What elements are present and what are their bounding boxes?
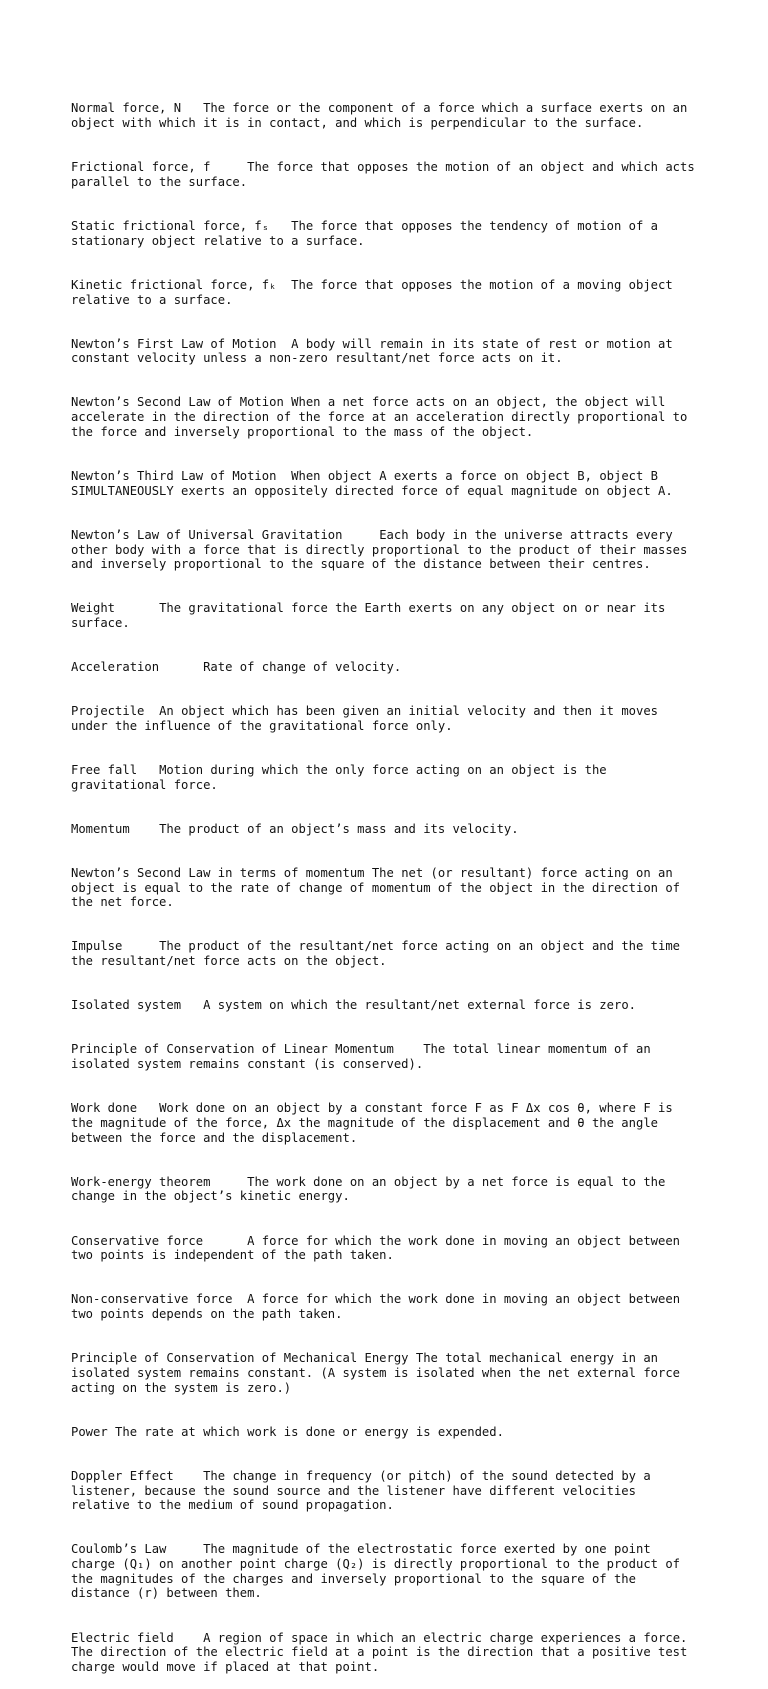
term: Newton’s First Law of Motion — [71, 336, 277, 351]
spacer — [276, 469, 291, 483]
entry-conservation-mechanical-energy — [71, 1351, 701, 1395]
term: Isolated system — [71, 998, 182, 1013]
entry-coulombs-law — [71, 1542, 701, 1601]
spacer — [181, 998, 203, 1012]
definition: The product of the resultant/net force acting on an object and the time the resultant/net force acts on the object. — [71, 939, 688, 969]
term: Newton’s Law of Universal Gravitation — [71, 527, 343, 542]
entry-acceleration — [71, 660, 701, 675]
spacer — [394, 1042, 423, 1056]
spacer — [137, 1101, 159, 1115]
spacer — [232, 1292, 247, 1306]
term: Weight — [71, 601, 116, 616]
term: Electric field — [71, 1630, 174, 1645]
entry-newtons-third-law — [71, 469, 701, 498]
entry-non-conservative-force — [71, 1292, 701, 1321]
term: Work-energy theorem — [71, 1174, 211, 1189]
spacer — [174, 1631, 203, 1645]
term: Projectile — [71, 704, 145, 719]
entry-newtons-first-law — [71, 337, 701, 366]
entry-second-law-momentum — [71, 866, 701, 910]
spacer — [365, 866, 372, 880]
entry-conservative-force — [71, 1234, 701, 1263]
spacer — [144, 704, 159, 718]
spacer — [203, 1234, 247, 1248]
definition: An object which has been given an initial velocity and then it moves under the influence of the gravitational force only. — [71, 704, 666, 733]
entry-kinetic-frictional-force — [71, 278, 701, 307]
spacer — [130, 822, 159, 836]
spacer — [181, 101, 203, 115]
entry-static-frictional-force — [71, 219, 701, 248]
entry-free-fall — [71, 763, 701, 792]
definition: The product of an object’s mass and its velocity. — [159, 821, 519, 836]
definition: The gravitational force the Earth exerts on any object on or near its surface. — [71, 601, 673, 631]
term: Work done — [71, 1101, 138, 1116]
entry-impulse — [71, 939, 701, 968]
term: Static frictional force, fₛ — [71, 219, 270, 234]
spacer — [276, 337, 291, 351]
definition: Each body in the universe attracts every other body with a force that is directly proportional to the product of their masses and inversely proportional to the square of the distance between their centres. — [71, 527, 695, 572]
term: Principle of Conservation of Mechanical Energy — [71, 1351, 409, 1366]
entry-weight — [71, 601, 701, 630]
definition: Motion during which the only force acting on an object is the gravitational force. — [71, 763, 614, 792]
term: Kinetic frictional force, fₖ — [71, 277, 277, 292]
spacer — [276, 278, 291, 292]
entry-isolated-system — [71, 998, 701, 1013]
definition: A system on which the resultant/net external force is zero. — [203, 998, 636, 1013]
entry-frictional-force — [71, 160, 701, 189]
entry-doppler-effect — [71, 1469, 701, 1513]
definition: The work done on an object by a net force is equal to the change in the object’s kinetic energy. — [71, 1174, 673, 1204]
entry-newtons-second-law — [71, 395, 701, 439]
entry-projectile — [71, 704, 701, 733]
definition: The force that opposes the motion of an object and which acts parallel to the surface. — [71, 160, 703, 189]
definition: The magnitude of the electrostatic force exerted by one point charge (Q₁) on another point charge (Q₂) is directly proportional to the product of the magnitudes of the charges and inversely proportional to the square of the distance (r) between them. — [71, 1542, 688, 1601]
term: Non-conservative force — [71, 1292, 233, 1307]
term: Momentum — [71, 821, 130, 836]
spacer — [269, 219, 291, 233]
definition: When a net force acts on an object, the object will accelerate in the direction of the force at an acceleration directly proportional to the force and inversely proportional to the mass of the object. — [71, 395, 695, 439]
definition: A region of space in which an electric charge experiences a force. The direction of the electric field at a point is the direction that a positive test charge would move if placed at that point. — [71, 1630, 695, 1674]
entry-electric-field — [71, 1631, 701, 1675]
definition: A force for which the work done in moving an object between two points is independent of the path taken. — [71, 1233, 688, 1263]
definition: The change in frequency (or pitch) of the sound detected by a listener, because the sound source and the listener have different velocities relative to the medium of sound propagation. — [71, 1468, 659, 1513]
spacer — [122, 939, 159, 953]
entry-normal-force — [71, 101, 701, 130]
term: Impulse — [71, 939, 123, 954]
entry-universal-gravitation — [71, 528, 701, 572]
entry-work-energy-theorem — [71, 1175, 701, 1204]
definition: The total mechanical energy in an isolated system remains constant. (A system is isolated when the net external force acting on the system is zero.) — [71, 1351, 688, 1395]
spacer — [210, 160, 247, 174]
entry-momentum — [71, 822, 701, 837]
definition: The total linear momentum of an isolated system remains constant (is conserved). — [71, 1042, 659, 1072]
spacer — [343, 528, 380, 542]
term: Power — [71, 1424, 108, 1439]
entry-conservation-linear-momentum — [71, 1042, 701, 1071]
definition: The force that opposes the motion of a moving object relative to a surface. — [71, 277, 681, 307]
term: Newton’s Third Law of Motion — [71, 468, 277, 483]
term: Newton’s Second Law of Motion — [71, 395, 284, 410]
definition: The net (or resultant) force acting on an object is equal to the rate of change of momentum of the object in the direction of the net force. — [71, 865, 688, 910]
glossary-document — [71, 72, 701, 1689]
definition: The force or the component of a force which a surface exerts on an object with which it is in contact, and which is perpendicular to the surface. — [71, 101, 695, 131]
term: Frictional force, f — [71, 160, 211, 175]
term: Acceleration — [71, 660, 160, 675]
definition: A force for which the work done in moving an object between two points depends on the path taken. — [71, 1292, 688, 1322]
definition: Work done on an object by a constant force F as F Δx cos θ, where F is the magnitude of the force, Δx the magnitude of the displacement and θ the angle between the force and the displacement. — [71, 1101, 681, 1145]
spacer — [409, 1351, 416, 1365]
entry-work-done — [71, 1101, 701, 1145]
definition: The force that opposes the tendency of motion of a stationary object relative to a surface. — [71, 219, 666, 248]
definition: When object A exerts a force on object B, object B SIMULTANEOUSLY exerts an oppositely directed force of equal magnitude on object A. — [71, 468, 673, 498]
definition: Rate of change of velocity. — [203, 660, 402, 675]
term: Newton’s Second Law in terms of momentum — [71, 865, 365, 880]
definition: The rate at which work is done or energy is expended. — [115, 1424, 504, 1439]
term: Free fall — [71, 763, 138, 778]
term: Normal force, N — [71, 101, 182, 116]
term: Coulomb’s Law — [71, 1542, 167, 1557]
spacer — [115, 601, 159, 615]
spacer — [174, 1469, 203, 1483]
term: Principle of Conservation of Linear Momentum — [71, 1042, 394, 1057]
spacer — [159, 660, 203, 674]
spacer — [108, 1425, 115, 1439]
entry-power — [71, 1425, 701, 1440]
definition: A body will remain in its state of rest or motion at constant velocity unless a non-zero resultant/net force acts on it. — [71, 336, 681, 366]
spacer — [210, 1175, 247, 1189]
term: Conservative force — [71, 1233, 204, 1248]
spacer — [137, 763, 159, 777]
spacer — [166, 1542, 203, 1556]
term: Doppler Effect — [71, 1468, 174, 1483]
